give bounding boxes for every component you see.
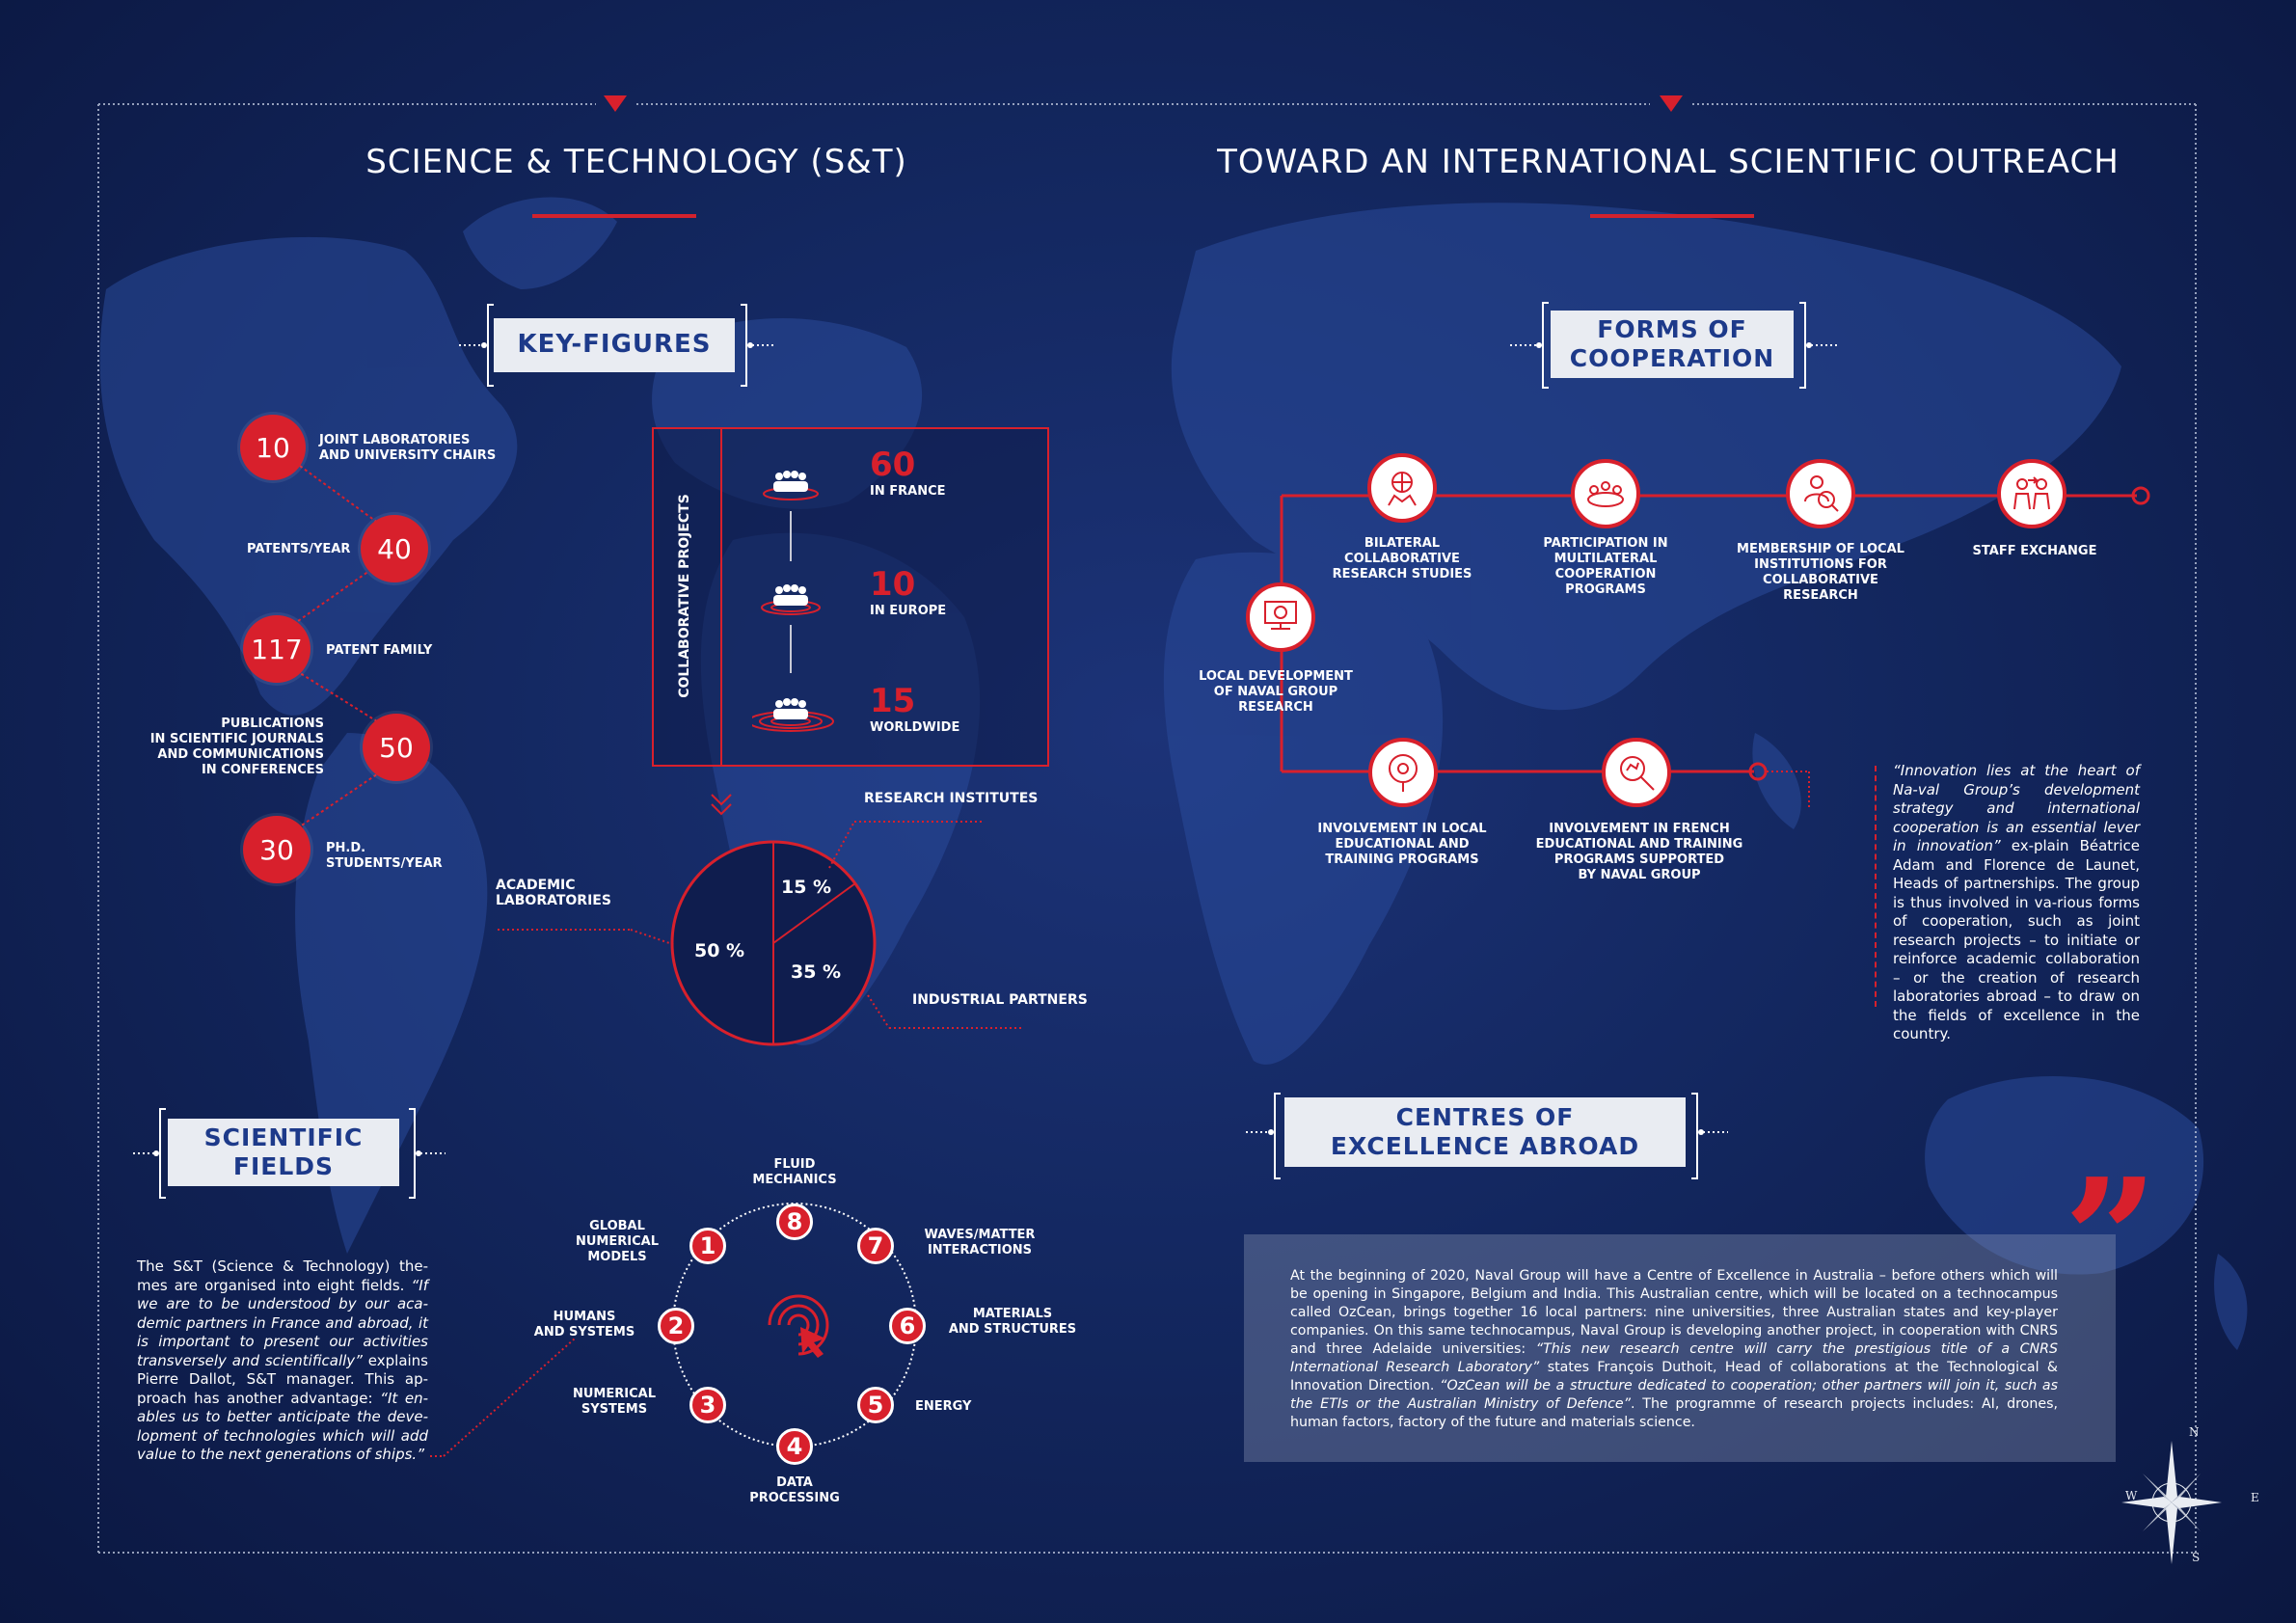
field-label-8: FLUID MECHANICS (752, 1157, 837, 1187)
multilateral-programs-icon (1571, 459, 1640, 528)
bilateral-research-icon (1367, 453, 1437, 523)
collaborative-projects-label: COLLABORATIVE PROJECTS (677, 494, 692, 698)
pie-slice-label-research: 15 % (781, 877, 832, 898)
field-number-8: 8 (776, 1204, 813, 1240)
field-label-1: GLOBAL NUMERICAL MODELS (576, 1219, 659, 1264)
coop-label-staff-exchange: STAFF EXCHANGE (1972, 544, 2097, 558)
key-figure-joint-labs-value: 10 (240, 415, 306, 480)
field-number-7: 7 (857, 1228, 894, 1264)
key-figure-publications-value: 50 (363, 714, 430, 781)
coop-label-membership: MEMBERSHIP OF LOCAL INSTITUTIONS FOR COLLABORATIVE RESEARCH (1737, 542, 1904, 603)
field-label-4: DATA PROCESSING (749, 1475, 840, 1505)
right-page-title: TOWARD AN INTERNATIONAL SCIENTIFIC OUTREACH (1217, 143, 2120, 181)
field-number-3: 3 (689, 1387, 726, 1423)
key-figure-patents-value: 40 (361, 515, 428, 582)
coop-label-french-education: INVOLVEMENT IN FRENCH EDUCATIONAL AND TRAINING PROGRAMS SUPPORTED BY NAVAL GROUP (1535, 822, 1743, 882)
key-figure-patents-label: PATENTS/YEAR (247, 542, 351, 556)
quote-mark-icon: ” (2064, 1143, 2158, 1336)
coop-label-bilateral: BILATERAL COLLABORATIVE RESEARCH STUDIES (1332, 536, 1472, 582)
key-figure-publications-label: PUBLICATIONS IN SCIENTIFIC JOURNALS AND COMMUNICATIONS IN CONFERENCES (149, 717, 324, 777)
key-figure-joint-labs-label: JOINT LABORATORIES AND UNIVERSITY CHAIRS (319, 433, 497, 463)
coop-label-local-education: INVOLVEMENT IN LOCAL EDUCATIONAL AND TRAINING PROGRAMS (1317, 822, 1487, 867)
collab-worldwide: 15 WORLDWIDE (870, 682, 960, 735)
scientific-fields-paragraph: The S&T (Science & Technology) the-mes are organised into eight fields. “If we are to be understood by our aca-demic partners in France and abroad, it is important to present our activities transversely and scientifically” explains Pierre Dallot, S&T manager. This ap-proach has another advantage: “It en-ables us to better anticipate the deve-lopment of technologies which will add value to the next generations of ships.” (137, 1258, 429, 1463)
field-label-2: HUMANS AND SYSTEMS (533, 1310, 635, 1339)
right-title-underline (1590, 214, 1754, 218)
local-development-icon (1246, 582, 1315, 652)
pie-chevron-1 (712, 795, 731, 804)
centres-excellence-label: CENTRES OF EXCELLENCE ABROAD (1284, 1097, 1686, 1167)
compass-n: N (2189, 1425, 2200, 1439)
field-label-5: ENERGY (915, 1399, 972, 1414)
collab-europe: 10 IN EUROPE (870, 565, 947, 618)
key-figure-phd-label: PH.D. STUDENTS/YEAR (326, 841, 443, 871)
frame-marker-right (1660, 95, 1683, 112)
pie-slice-label-academic: 50 % (694, 940, 745, 961)
collaborative-projects-box (652, 427, 1049, 767)
collab-france: 60 IN FRANCE (870, 446, 946, 499)
coop-label-local-development: LOCAL DEVELOPMENT OF NAVAL GROUP RESEARCH (1199, 669, 1353, 715)
coop-label-multilateral: PARTICIPATION IN MULTILATERAL COOPERATION PROGRAMS (1543, 536, 1668, 597)
key-figure-phd-value: 30 (243, 816, 311, 883)
staff-exchange-icon (1997, 459, 2066, 528)
pie-industrial-partners-name: INDUSTRIAL PARTNERS (912, 992, 1088, 1008)
field-number-2: 2 (658, 1308, 694, 1344)
key-figure-patent-family-value: 117 (243, 615, 311, 683)
collab-divider (720, 427, 722, 767)
frame-marker-left (604, 95, 627, 112)
centres-paragraph: At the beginning of 2020, Naval Group will have a Centre of Excellence in Australia – before others which will be opening in Singapore, Belgium and India. This Australian centre, which will be located on a technocampus called OzCean, brings together 16 local partners: nine universities, three Australian states and key-player companies. On this same technocampus, Naval Group is developing another project, in cooperation with CNRS and three Adelaide universities: “This new research centre will carry the prestigious title of a CNRS International Research Laboratory” states François Duthoit, Head of collaborations at the Technological & Innovation Direction. “OzCean will be a structure dedicated to cooperation; other partners will join it, such as the ETIs or the Australian Ministry of Defence”. The programme of research projects includes: AI, drones, human factors, factory of the future and materials science. (1290, 1268, 2058, 1430)
forms-of-cooperation-label: FORMS OF COOPERATION (1551, 311, 1794, 378)
field-number-6: 6 (889, 1308, 926, 1344)
industrial-partners-leader (868, 995, 889, 1028)
compass-s: S (2192, 1551, 2201, 1564)
scientific-fields-label: SCIENTIFIC FIELDS (168, 1119, 399, 1186)
target-cursor-icon (770, 1296, 827, 1354)
collab-people-icons (752, 453, 839, 743)
field-number-5: 5 (857, 1387, 894, 1423)
field-label-7: WAVES/MATTER INTERACTIONS (924, 1228, 1036, 1258)
key-figures-label: KEY-FIGURES (494, 318, 735, 372)
scientific-fields-leader (430, 1254, 584, 1466)
left-page-title: SCIENCE & TECHNOLOGY (S&T) (365, 143, 907, 181)
field-label-6: MATERIALS AND STRUCTURES (948, 1307, 1077, 1337)
french-education-icon (1602, 738, 1671, 807)
field-number-4: 4 (776, 1428, 813, 1465)
key-figure-patent-family-label: PATENT FAMILY (326, 643, 433, 658)
pie-chevron-2 (712, 804, 731, 814)
compass-w: W (2125, 1489, 2138, 1502)
pie-slice-label-industrial: 35 % (791, 961, 842, 983)
field-label-3: NUMERICAL SYSTEMS (573, 1387, 656, 1417)
field-number-1: 1 (689, 1228, 726, 1264)
membership-institutions-icon (1786, 459, 1855, 528)
pie-academic-name: ACADEMIC LABORATORIES (496, 878, 611, 908)
cooperation-quote-paragraph: “Innovation lies at the heart of Na-val Group’s development strategy and international cooperation is an essential lever in innovation” ex-plain Béatrice Adam and Florence de Launet, Heads of partnerships. The group is thus involved in va-rious forms of cooperation, such as joint research projects – to initiate or reinforce academic collaboration – or the creation of research laboratories abroad – to draw on the fields of excellence in the country. (1893, 762, 2141, 1042)
quote-dashed-line (1875, 766, 1878, 1007)
left-title-underline (532, 214, 696, 218)
compass-e: E (2251, 1491, 2259, 1504)
local-education-icon (1368, 738, 1438, 807)
pie-research-institutes-name: RESEARCH INSTITUTES (864, 791, 1039, 806)
